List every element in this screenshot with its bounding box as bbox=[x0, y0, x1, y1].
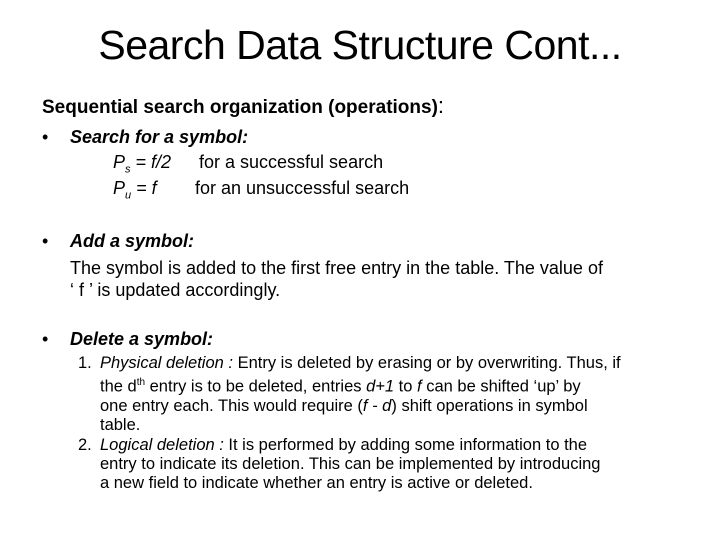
bullet-heading-search: Search for a symbol: bbox=[70, 127, 249, 147]
bullet-dot: • bbox=[42, 231, 49, 251]
item-text: one entry each. This would require ( bbox=[100, 396, 363, 415]
item-line bbox=[78, 373, 621, 397]
formula-expr: = f/2 bbox=[135, 152, 172, 172]
item-line: entry to indicate its deletion. This can be implemented by introducing bbox=[100, 455, 601, 473]
formula-var: P bbox=[113, 152, 126, 172]
item-number: 1. bbox=[78, 354, 92, 372]
item-line bbox=[78, 354, 621, 373]
item-text: the d bbox=[100, 377, 137, 396]
list-item-logical-deletion bbox=[78, 436, 600, 493]
bullet-dot: • bbox=[42, 127, 49, 147]
item-text: ) shift operations in symbol bbox=[391, 396, 588, 415]
bullet-dot: • bbox=[42, 329, 49, 349]
item-term: d+1 bbox=[366, 377, 395, 396]
bullet-delete bbox=[42, 327, 213, 351]
item-number: 2. bbox=[78, 436, 92, 454]
list-item-physical-deletion bbox=[78, 354, 621, 435]
item-term: Physical deletion : bbox=[100, 354, 233, 372]
formula-unsuccessful bbox=[113, 176, 410, 208]
formula-var: P bbox=[113, 178, 126, 198]
add-line-1: The symbol is added to the first free entry in the table. The value of bbox=[70, 258, 603, 278]
subtitle-colon: : bbox=[437, 93, 445, 118]
bullet-add bbox=[42, 229, 194, 253]
item-line bbox=[78, 436, 600, 455]
bullet-search bbox=[42, 125, 248, 149]
add-description bbox=[70, 257, 690, 301]
item-text: to bbox=[394, 377, 418, 396]
item-text: can be shifted ‘up’ by bbox=[421, 377, 581, 396]
item-line bbox=[78, 397, 621, 416]
add-line-2: ‘ f ’ is updated accordingly. bbox=[70, 280, 281, 300]
slide-title: Search Data Structure Cont... bbox=[98, 22, 622, 68]
item-superscript: th bbox=[136, 377, 146, 388]
formula-desc: for a successful search bbox=[199, 152, 384, 172]
bullet-heading-add: Add a symbol: bbox=[70, 231, 195, 251]
formula-expr: = f bbox=[136, 178, 157, 198]
item-text: Entry is deleted by erasing or by overwriting. Thus, if bbox=[233, 354, 621, 372]
item-line: a new field to indicate whether an entry is active or deleted. bbox=[100, 474, 533, 492]
formula-desc: for an unsuccessful search bbox=[195, 178, 410, 198]
section-subtitle bbox=[42, 93, 444, 121]
item-text: entry is to be deleted, entries bbox=[145, 377, 367, 396]
formula-sub: s bbox=[125, 163, 131, 176]
item-text: It is performed by adding some information to the bbox=[223, 436, 588, 454]
item-term: f bbox=[417, 377, 422, 396]
item-term: Logical deletion : bbox=[100, 436, 224, 454]
formula-sub: u bbox=[125, 189, 132, 202]
item-line: table. bbox=[100, 415, 141, 434]
item-term: f - d bbox=[362, 396, 392, 415]
subtitle-text: Sequential search organization (operations) bbox=[42, 97, 438, 118]
bullet-heading-delete: Delete a symbol: bbox=[70, 329, 214, 349]
